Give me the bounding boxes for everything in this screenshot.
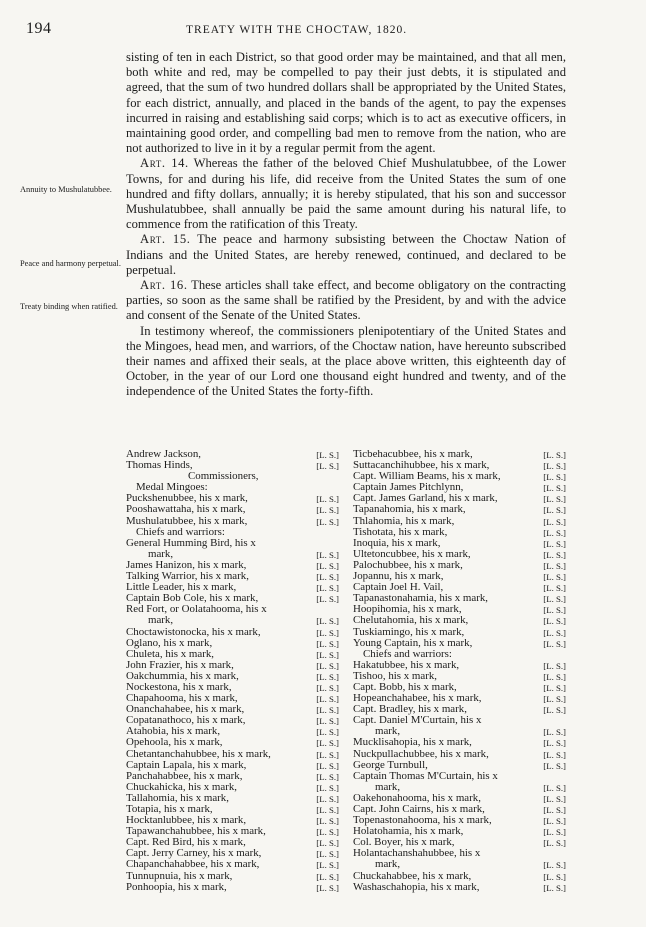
seal-mark: [L. S.]: [316, 671, 339, 682]
seal-mark: [L. S.]: [543, 505, 566, 516]
seal-mark: [L. S.]: [543, 660, 566, 671]
seal-mark: [L. S.]: [543, 483, 566, 494]
seal-mark: [L. S.]: [543, 472, 566, 483]
seal-mark: [L. S.]: [316, 560, 339, 571]
seal-mark: [L. S.]: [316, 782, 339, 793]
seal-mark: [L. S.]: [543, 782, 566, 793]
signer-name: James Hanizon, his x mark,: [126, 558, 247, 571]
seal-mark: [L. S.]: [316, 627, 339, 638]
signature-row: [353, 749, 566, 760]
signer-name: George Turnbull,: [353, 758, 428, 771]
article-number: Art. 16.: [140, 278, 188, 293]
signature-row: [126, 627, 339, 638]
signer-name: Hakatubbee, his x mark,: [353, 658, 460, 671]
article-number: Art. 15.: [140, 232, 191, 247]
signer-name: Thlahomia, his x mark,: [353, 514, 455, 527]
signer-name: Talking Warrior, his x mark,: [126, 570, 249, 583]
signer-name: Inoquia, his x mark,: [353, 536, 441, 549]
signature-row: [353, 504, 566, 515]
signer-name: Capt. Daniel M'Curtain, his x: [353, 714, 482, 727]
seal-mark: [L. S.]: [316, 849, 339, 860]
running-head: TREATY WITH THE CHOCTAW, 1820.: [186, 24, 408, 36]
signer-name: Nuckpullachubbee, his x mark,: [353, 747, 489, 760]
article-number: Art. 14.: [140, 156, 189, 171]
signer-name: Col. Boyer, his x mark,: [353, 836, 455, 849]
signer-name: Commissioners,: [188, 470, 259, 483]
seal-mark: [L. S.]: [316, 660, 339, 671]
seal-mark: [L. S.]: [316, 694, 339, 705]
signature-row: [353, 627, 566, 638]
signer-name: Mushulatubbee, his x mark,: [126, 514, 248, 527]
seal-mark: [L. S.]: [543, 560, 566, 571]
signer-name: Hocktanlubbee, his x mark,: [126, 814, 247, 827]
paragraph-text: sisting of ten in each District, so that good order may be maintained, and that all men, both white and red, may be compelled to pay their just debts, it is stipulated and agreed, that the sum of two hundred dollars shall be appropriated by the United States, for each district, annually, and placed in the bands of the agent, to pay the expenses incurred in raising and establishing said corps; which is to act as executive officers, in maintaining good order, and compelling bad men to remove from the nation, who are not authorized to live in it by a regular permit from the agent.: [126, 50, 566, 156]
seal-mark: [L. S.]: [543, 827, 566, 838]
signer-name: Capt. Bobb, his x mark,: [353, 680, 457, 693]
signer-name: Copatanathoco, his x mark,: [126, 714, 246, 727]
signature-row: [126, 737, 339, 748]
signer-name: General Humming Bird, his x: [126, 536, 256, 549]
seal-mark: [L. S.]: [543, 461, 566, 472]
seal-mark: [L. S.]: [316, 594, 339, 605]
signer-name: Andrew Jackson,: [126, 448, 202, 460]
seal-mark: [L. S.]: [543, 450, 566, 460]
paragraph-art-13-continued: [126, 50, 566, 156]
signer-name: Chapanchahabbee, his x mark,: [126, 858, 260, 871]
signer-name: Chuckahabbee, his x mark,: [353, 869, 472, 882]
paragraph-text: In testimony whereof, the commissioners plenipotentiary of the United States and the Mingoes, head men, and warriors, of the Choctaw nation, have hereunto subscribed their names and affixed their seals, at the place above written, this eighteenth day of October, in the year of our Lord one thousand eight hundred and twenty, and of the independence of the United States the forty-fifth.: [126, 323, 566, 399]
signer-name: Tishotata, his x mark,: [353, 525, 448, 538]
seal-mark: [L. S.]: [316, 871, 339, 882]
signer-name: Captain Bob Cole, his x mark,: [126, 592, 259, 605]
signer-name: Oakehonahooma, his x mark,: [353, 791, 481, 804]
seal-mark: [L. S.]: [543, 616, 566, 627]
signature-row: [353, 737, 566, 748]
signer-name: Washaschahopia, his x mark,: [353, 880, 480, 893]
signer-name: Captain James Pitchlynn,: [353, 481, 464, 494]
signer-name: Capt. James Garland, his x mark,: [353, 492, 498, 505]
seal-mark: [L. S.]: [316, 749, 339, 760]
signer-name: Chelutahomia, his x mark,: [353, 614, 469, 627]
signer-name: Capt. Bradley, his x mark,: [353, 703, 467, 716]
seal-mark: [L. S.]: [543, 871, 566, 882]
paragraph-art-14: [126, 156, 566, 232]
seal-mark: [L. S.]: [316, 461, 339, 472]
signer-name: Totapia, his x mark,: [126, 803, 213, 815]
paragraph-text: These articles shall take effect, and become obligatory on the contracting parties, so soon as the same shall be ratified by the President, by and with the advice and consent of the Senate of the United States.: [126, 278, 566, 323]
signatures-right-column: [353, 449, 566, 893]
seal-mark: [L. S.]: [543, 805, 566, 815]
signature-row: [126, 504, 339, 515]
seal-mark: [L. S.]: [543, 705, 566, 716]
margin-note-peace: Peace and harmony perpetual.: [20, 259, 121, 268]
seal-mark: [L. S.]: [316, 860, 339, 871]
seal-mark: [L. S.]: [543, 749, 566, 760]
signature-row: [126, 516, 339, 527]
signature-row: [353, 516, 566, 527]
seal-mark: [L. S.]: [543, 838, 566, 849]
seal-mark: [L. S.]: [316, 827, 339, 838]
signer-name: Tishoo, his x mark,: [353, 669, 438, 682]
signer-name: Mucklisahopia, his x mark,: [353, 736, 472, 749]
signer-name: Capt. John Cairns, his x mark,: [353, 803, 485, 815]
seal-mark: [L. S.]: [316, 805, 339, 815]
signer-name: Holatohamia, his x mark,: [353, 825, 464, 838]
signer-name: Nockestona, his x mark,: [126, 680, 232, 693]
page-number: 194: [26, 20, 52, 37]
signer-name: Jopannu, his x mark,: [353, 570, 444, 583]
seal-mark: [L. S.]: [543, 549, 566, 560]
signer-name: Captain Lapala, his x mark,: [126, 758, 247, 771]
seal-mark: [L. S.]: [316, 716, 339, 727]
signature-row: [353, 871, 566, 882]
signer-name: Tapawanchahubbee, his x mark,: [126, 825, 266, 838]
seal-mark: [L. S.]: [543, 694, 566, 705]
seal-mark: [L. S.]: [316, 494, 339, 505]
signer-name: Capt. Red Bird, his x mark,: [126, 836, 246, 849]
signer-name: John Frazier, his x mark,: [126, 658, 234, 671]
seal-mark: [L. S.]: [543, 572, 566, 583]
treaty-body-text: [126, 50, 566, 400]
signer-name: Captain Joel H. Vail,: [353, 581, 444, 594]
signer-name: Little Leader, his x mark,: [126, 581, 237, 594]
signer-name: Puckshenubbee, his x mark,: [126, 492, 248, 505]
seal-mark: [L. S.]: [316, 771, 339, 782]
signer-name: Capt. Jerry Carney, his x mark,: [126, 847, 262, 860]
signatures-left-column: [126, 449, 339, 893]
seal-mark: [L. S.]: [316, 516, 339, 527]
seal-mark: [L. S.]: [316, 882, 339, 893]
seal-mark: [L. S.]: [543, 760, 566, 771]
signature-row: [126, 859, 339, 870]
seal-mark: [L. S.]: [316, 616, 339, 627]
signer-name: Young Captain, his x mark,: [353, 636, 473, 649]
signer-name: mark,: [375, 858, 401, 871]
seal-mark: [L. S.]: [316, 838, 339, 849]
signer-name: Tapanahomia, his x mark,: [353, 503, 466, 516]
seal-mark: [L. S.]: [316, 549, 339, 560]
signer-name: Chiefs and warriors:: [363, 647, 452, 660]
signer-name: Capt. William Beams, his x mark,: [353, 470, 501, 483]
paragraph-testimony: [126, 324, 566, 400]
signature-row: [353, 615, 566, 626]
signer-name: Tunnupnuia, his x mark,: [126, 869, 233, 882]
signer-name: Opehoola, his x mark,: [126, 736, 223, 749]
signer-name: Panchahabbee, his x mark,: [126, 769, 243, 782]
signer-name: Choctawistonocka, his x mark,: [126, 625, 261, 638]
signer-name: Pooshawattaha, his x mark,: [126, 503, 246, 516]
seal-mark: [L. S.]: [543, 638, 566, 649]
seal-mark: [L. S.]: [543, 527, 566, 538]
signature-row: [126, 749, 339, 760]
signer-name: Chuleta, his x mark,: [126, 647, 215, 660]
seal-mark: [L. S.]: [543, 882, 566, 893]
paragraph-text: The peace and harmony subsisting between the Choctaw Nation of Indians and the United States, are hereby renewed, continued, and declared to be perpetual.: [126, 232, 566, 277]
seal-mark: [L. S.]: [316, 705, 339, 716]
signer-name: Tallahomia, his x mark,: [126, 791, 229, 804]
seal-mark: [L. S.]: [543, 727, 566, 738]
signature-row: [126, 882, 339, 893]
seal-mark: [L. S.]: [543, 583, 566, 594]
seal-mark: [L. S.]: [543, 516, 566, 527]
seal-mark: [L. S.]: [316, 816, 339, 827]
seal-mark: [L. S.]: [316, 682, 339, 693]
signer-name: Captain Thomas M'Curtain, his x: [353, 769, 498, 782]
signature-row: [353, 859, 566, 870]
paragraph-text: Whereas the father of the beloved Chief Mushulatubbee, of the Lower Towns, for and during his life, did receive from the United States the sum of one hundred and fifty dollars, annually; it is hereby stipulated, that his son and successor Mushulatubbee, shall annually be paid the same amount during his natural life, to commence from the ratification of this Treaty.: [126, 156, 566, 232]
signer-name: Tuskiamingo, his x mark,: [353, 625, 465, 638]
seal-mark: [L. S.]: [543, 494, 566, 505]
seal-mark: [L. S.]: [316, 727, 339, 738]
signer-name: Tapanastonahamia, his x mark,: [353, 592, 489, 605]
seal-mark: [L. S.]: [543, 793, 566, 804]
seal-mark: [L. S.]: [543, 605, 566, 616]
seal-mark: [L. S.]: [316, 572, 339, 583]
signer-name: Hoopihomia, his x mark,: [353, 603, 462, 616]
signer-name: Red Fort, or Oolatahooma, his x: [126, 603, 267, 616]
signature-row: [353, 882, 566, 893]
paragraph-art-15: [126, 232, 566, 278]
seal-mark: [L. S.]: [316, 638, 339, 649]
seal-mark: [L. S.]: [543, 594, 566, 605]
seal-mark: [L. S.]: [543, 738, 566, 749]
signer-name: mark,: [375, 725, 401, 738]
margin-note-ratified: Treaty binding when ratified.: [20, 302, 118, 311]
signer-name: Palochubbee, his x mark,: [353, 558, 463, 571]
seal-mark: [L. S.]: [316, 760, 339, 771]
seal-mark: [L. S.]: [316, 450, 339, 460]
signer-name: Oakchummia, his x mark,: [126, 669, 239, 682]
signer-name: Ponhoopia, his x mark,: [126, 880, 227, 893]
signature-row: [126, 615, 339, 626]
signer-name: Ticbehacubbee, his x mark,: [353, 448, 473, 460]
signer-name: Thomas Hinds,: [126, 459, 193, 472]
signer-name: mark,: [148, 614, 174, 627]
seal-mark: [L. S.]: [543, 671, 566, 682]
seal-mark: [L. S.]: [543, 627, 566, 638]
seal-mark: [L. S.]: [543, 538, 566, 549]
seal-mark: [L. S.]: [316, 793, 339, 804]
signer-name: Chapahooma, his x mark,: [126, 692, 238, 705]
signer-name: Chuckahicka, his x mark,: [126, 780, 237, 793]
seal-mark: [L. S.]: [543, 860, 566, 871]
seal-mark: [L. S.]: [543, 816, 566, 827]
margin-note-annuity: Annuity to Mushulatubbee.: [20, 185, 112, 194]
signer-name: Holantachanshahubbee, his x: [353, 847, 481, 860]
signer-name: Atahobia, his x mark,: [126, 725, 221, 738]
signer-name: Onanchahabee, his x mark,: [126, 703, 245, 716]
seal-mark: [L. S.]: [316, 505, 339, 516]
signer-name: Ultetoncubbee, his x mark,: [353, 547, 471, 560]
seal-mark: [L. S.]: [316, 649, 339, 660]
signer-name: Chiefs and warriors:: [136, 525, 225, 538]
seal-mark: [L. S.]: [316, 738, 339, 749]
paragraph-art-16: [126, 278, 566, 324]
seal-mark: [L. S.]: [316, 583, 339, 594]
signer-name: Hopeanchahabee, his x mark,: [353, 692, 482, 705]
seal-mark: [L. S.]: [543, 682, 566, 693]
signer-name: mark,: [148, 547, 174, 560]
signer-name: Suttacanchihubbee, his x mark,: [353, 459, 490, 472]
signer-name: Topenastonahooma, his x mark,: [353, 814, 492, 827]
signature-row: [126, 871, 339, 882]
signer-name: mark,: [375, 780, 401, 793]
signer-name: Oglano, his x mark,: [126, 636, 213, 649]
signer-name: Chetantanchahubbee, his x mark,: [126, 747, 271, 760]
signer-name: Medal Mingoes:: [136, 481, 208, 494]
